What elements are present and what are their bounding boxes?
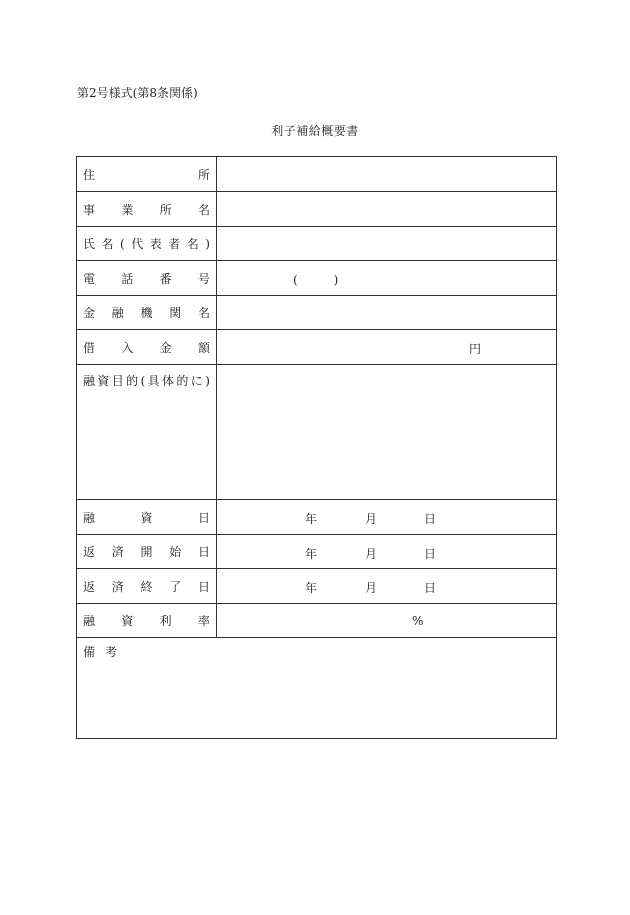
row-purpose (77, 365, 556, 500)
loan-date-field[interactable] (217, 500, 556, 534)
phone-area-code-parentheses: ( ) (293, 273, 339, 287)
office-name-field[interactable] (217, 192, 556, 226)
row-phone (77, 261, 556, 296)
label-remarks: 備 考 (83, 645, 118, 659)
label-bank: 金 融 機 関 名 (77, 296, 217, 329)
year-unit: 年 (305, 512, 318, 526)
loan-amount-field[interactable] (217, 330, 556, 364)
repayment-start-field[interactable] (217, 535, 556, 568)
percent-unit: % (412, 614, 424, 628)
day-unit: 日 (424, 547, 437, 561)
label-repay-start: 返 済 開 始 日 (77, 535, 217, 568)
label-repay-end: 返 済 終 了 日 (77, 569, 217, 603)
row-repay-end (77, 569, 556, 604)
row-loan-date (77, 500, 556, 535)
row-loan-amount (77, 330, 556, 365)
month-unit: 月 (365, 581, 378, 595)
loan-purpose-field[interactable] (217, 365, 556, 499)
month-unit: 月 (365, 512, 378, 526)
label-loan-date: 融 資 日 (77, 500, 217, 534)
interest-rate-field[interactable] (217, 604, 556, 637)
row-office (77, 192, 556, 227)
bank-name-field[interactable] (217, 296, 556, 329)
row-repay-start (77, 535, 556, 569)
label-purpose: 融 資 目 的 ( 具 体 的 に ) (77, 365, 217, 499)
year-unit: 年 (305, 581, 318, 595)
day-unit: 日 (424, 581, 437, 595)
row-interest-rate (77, 604, 556, 638)
row-address (77, 157, 556, 192)
label-address: 住 所 (77, 157, 217, 191)
summary-table (76, 156, 557, 739)
document-title: 利子補給概要書 (271, 124, 359, 138)
remarks-field[interactable] (77, 662, 556, 738)
repayment-end-field[interactable] (217, 569, 556, 603)
representative-name-field[interactable] (217, 227, 556, 260)
label-loan-amount: 借 入 金 額 (77, 330, 217, 364)
row-bank (77, 296, 556, 330)
label-office: 事 業 所 名 (77, 192, 217, 226)
month-unit: 月 (365, 547, 378, 561)
year-unit: 年 (305, 547, 318, 561)
day-unit: 日 (424, 512, 437, 526)
yen-unit: 円 (469, 342, 482, 356)
label-interest-rate: 融 資 利 率 (77, 604, 217, 637)
row-name (77, 227, 556, 261)
phone-field[interactable] (217, 261, 556, 295)
label-name: 氏 名 ( 代 表 者 名 ) (77, 227, 217, 260)
form-number: 第2号様式(第8条関係) (77, 86, 198, 100)
row-remarks (77, 638, 556, 738)
label-phone: 電 話 番 号 (77, 261, 217, 295)
address-field[interactable] (217, 157, 556, 191)
